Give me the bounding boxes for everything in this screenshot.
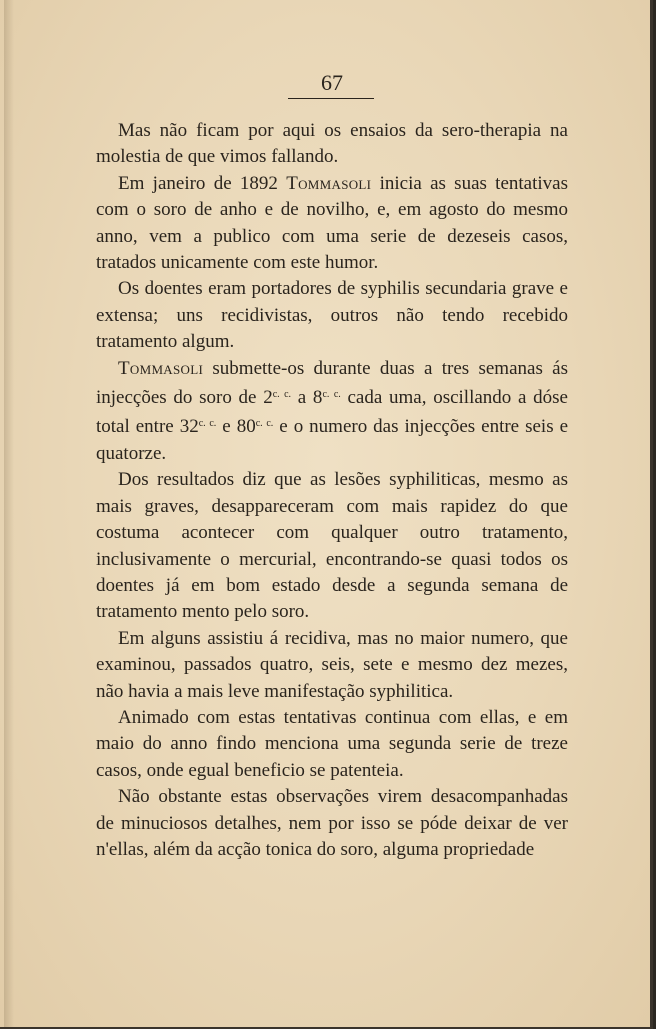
text-run: e o numero das injecções entre seis e quatorze. (96, 416, 568, 464)
unit-superscript: c. c. (255, 418, 274, 430)
unit-superscript: c. c. (198, 418, 217, 430)
text-run: a 8 (291, 387, 323, 409)
body-text (96, 118, 568, 863)
page-number: 67 (321, 70, 343, 95)
text-run: Animado com estas tentativas continua com ellas, e em maio do anno findo menciona uma segunda serie de treze casos, onde egual beneficio se patenteia. (96, 706, 568, 781)
text-run: inicia as suas tentativas com o soro de anho e de novilho, e, em agosto do mesmo anno, vem a publico com uma serie de dezeseis casos, tratados unicamente com este humor. (96, 172, 568, 274)
paragraph (96, 784, 568, 863)
text-run: Em alguns assistiu á recidiva, mas no maior numero, que examinou, passados quatro, seis, sete e mesmo dez mezes, não havia a mais leve manifestação syphilitica. (96, 627, 568, 702)
text-run: e 80 (216, 416, 256, 438)
paragraph (96, 467, 568, 625)
paragraph (96, 171, 568, 277)
unit-superscript: c. c. (272, 389, 292, 401)
text-run: Mas não ficam por aqui os ensaios da sero-therapia na molestia de que vimos fallando. (96, 120, 568, 168)
unit-superscript: c. c. (322, 389, 341, 401)
paragraph (96, 705, 568, 784)
paragraph (96, 626, 568, 705)
paragraph (96, 356, 568, 468)
text-run: cada uma, oscillando a dóse total entre 32 (96, 387, 568, 438)
author-name: Tommasoli (286, 172, 372, 194)
author-name: Tommasoli (118, 357, 204, 379)
paragraph (96, 276, 568, 355)
paragraph (96, 118, 568, 171)
text-run: Dos resultados diz que as lesões syphiliticas, mesmo as mais graves, desappareceram com mais rapidez do que costuma acontecer com qualquer outro tratamento, inclusivamente o mercurial, encontrando-se quasi todos os doentes já em bom estado desde a segunda semana de tratamento mento pelo soro. (96, 469, 568, 623)
text-run: Os doentes eram portadores de syphilis secundaria grave e extensa; uns recidivistas, outros não tendo recebido tratamento algum. (96, 278, 568, 353)
text-run: Não obstante estas observações virem desacompanhadas de minuciosos detalhes, nem por isso se póde deixar de ver n'ellas, além da acção tonica do soro, alguma propriedade (96, 786, 568, 860)
text-run: Em janeiro de 1892 (118, 172, 287, 194)
text-run: submette-os durante duas a tres semanas ás injecções do soro de 2 (96, 357, 568, 409)
page-number-rule (288, 98, 374, 99)
